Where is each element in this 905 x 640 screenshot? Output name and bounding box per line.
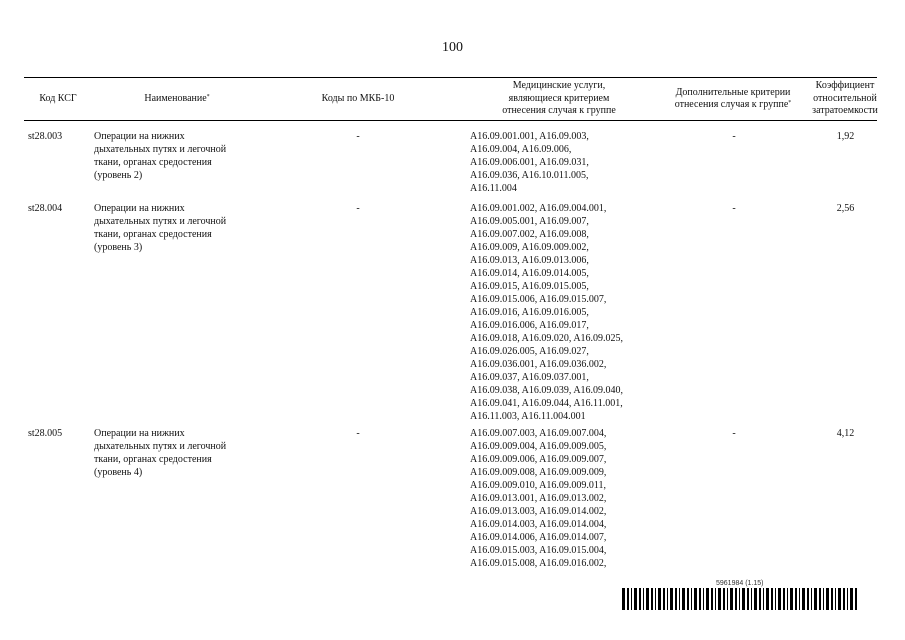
table-header [24,77,877,121]
header-name-label: Наименование [144,92,207,104]
row-mkb: - [356,131,360,142]
row-mkb: - [356,428,360,439]
header-services [464,78,654,120]
row-additional: - [732,203,736,214]
row-service-line: A16.09.014, A16.09.014.005, [470,268,589,279]
row-name-line: дыхательных путях и легочной [94,441,227,452]
row-name-line: (уровень 3) [94,242,143,253]
row-name [94,130,254,182]
row-service-line: A16.09.016.006, A16.09.017, [470,320,589,331]
row-coef: 2,56 [836,203,855,214]
row-service-line: A16.09.001.002, A16.09.004.001, [470,203,607,214]
row-code: st28.005 [28,428,63,439]
row-service-line: A16.09.013.003, A16.09.014.002, [470,506,607,517]
row-service-line: A16.09.018, A16.09.020, A16.09.025, [470,333,624,344]
row-code: st28.003 [28,131,63,142]
row-service-line: A16.09.009, A16.09.009.002, [470,242,589,253]
row-name-line: (уровень 4) [94,467,143,478]
barcode-label: 5961984 (1.15) [716,580,764,587]
row-name-line: ткани, органах средостения [94,229,212,240]
row-coef: 4,12 [836,428,855,439]
row-services [470,202,650,423]
header-coef-line: Коэффициент [815,80,875,92]
header-additional-line: Дополнительные критерии [675,86,791,98]
row-name-line: дыхательных путях и легочной [94,216,227,227]
row-name [94,427,254,479]
header-services-line: являющиеся критерием [508,92,610,104]
row-service-line: A16.09.009.008, A16.09.009.009, [470,467,607,478]
row-additional: - [732,131,736,142]
row-service-line: A16.09.015.006, A16.09.015.007, [470,294,607,305]
header-additional [654,78,812,120]
row-service-line: A16.09.013, A16.09.013.006, [470,255,589,266]
row-service-line: A16.09.026.005, A16.09.027, [470,346,589,357]
row-additional: - [732,428,736,439]
row-service-line: A16.09.016, A16.09.016.005, [470,307,589,318]
row-service-line: A16.09.013.001, A16.09.013.002, [470,493,607,504]
header-name [94,78,260,120]
row-service-line: A16.09.009.010, A16.09.009.011, [470,480,607,491]
row-service-line: A16.09.015, A16.09.015.005, [470,281,589,292]
row-service-line: A16.09.014.003, A16.09.014.004, [470,519,607,530]
page-number: 100 [442,40,463,55]
row-service-line: A16.09.009.004, A16.09.009.005, [470,441,607,452]
row-service-line: A16.09.038, A16.09.039, A16.09.040, [470,385,624,396]
header-additional-text: отнесения случая к группе [674,99,789,110]
row-service-line: A16.09.004, A16.09.006, [470,144,572,155]
header-mkb [260,78,456,120]
row-name-line: Операции на нижних [94,203,185,214]
header-name-footnote-mark: * [206,93,210,100]
row-service-line: A16.09.009.006, A16.09.009.007, [470,454,607,465]
row-name-line: ткани, органах средостения [94,157,212,168]
header-additional-footnote-mark: * [788,100,792,106]
row-code: st28.004 [28,203,63,214]
row-service-line: A16.09.036, A16.10.011.005, [470,170,589,181]
row-service-line: A16.09.036.001, A16.09.036.002, [470,359,607,370]
row-mkb: - [356,203,360,214]
row-name-line: дыхательных путях и легочной [94,144,227,155]
row-service-line: A16.09.005.001, A16.09.007, [470,216,589,227]
header-coef-line: относительной [813,92,877,104]
row-service-line: A16.11.003, A16.11.004.001 [470,411,586,422]
header-coef-line: затратоемкости [812,105,878,117]
row-name [94,202,254,254]
row-service-line: A16.09.041, A16.09.044, A16.11.001, [470,398,623,409]
row-name-line: Операции на нижних [94,131,185,142]
header-services-line: Медицинские услуги, [512,80,606,92]
barcode-icon [622,588,858,610]
row-name-line: (уровень 2) [94,170,143,181]
row-service-line: A16.09.037, A16.09.037.001, [470,372,589,383]
header-mkb-label: Коды по МКБ-10 [321,92,395,104]
header-services-line: отнесения случая к группе [502,105,616,117]
row-service-line: A16.09.006.001, A16.09.031, [470,157,589,168]
row-service-line: A16.09.014.006, A16.09.014.007, [470,532,607,543]
row-service-line: A16.09.007.003, A16.09.007.004, [470,428,607,439]
row-services [470,427,650,570]
row-service-line: A16.09.015.003, A16.09.015.004, [470,545,607,556]
row-service-line: A16.09.007.002, A16.09.008, [470,229,589,240]
header-coef [812,78,878,120]
row-service-line: A16.09.015.008, A16.09.016.002, [470,558,607,569]
row-coef: 1,92 [836,131,855,142]
header-code [24,78,92,120]
header-code-label: Код КСГ [39,92,77,104]
row-service-line: A16.09.001.001, A16.09.003, [470,131,589,142]
row-name-line: ткани, органах средостения [94,454,212,465]
header-additional-line-2 [675,99,792,112]
row-service-line: A16.11.004 [470,183,517,194]
row-name-line: Операции на нижних [94,428,185,439]
row-services [470,130,650,195]
